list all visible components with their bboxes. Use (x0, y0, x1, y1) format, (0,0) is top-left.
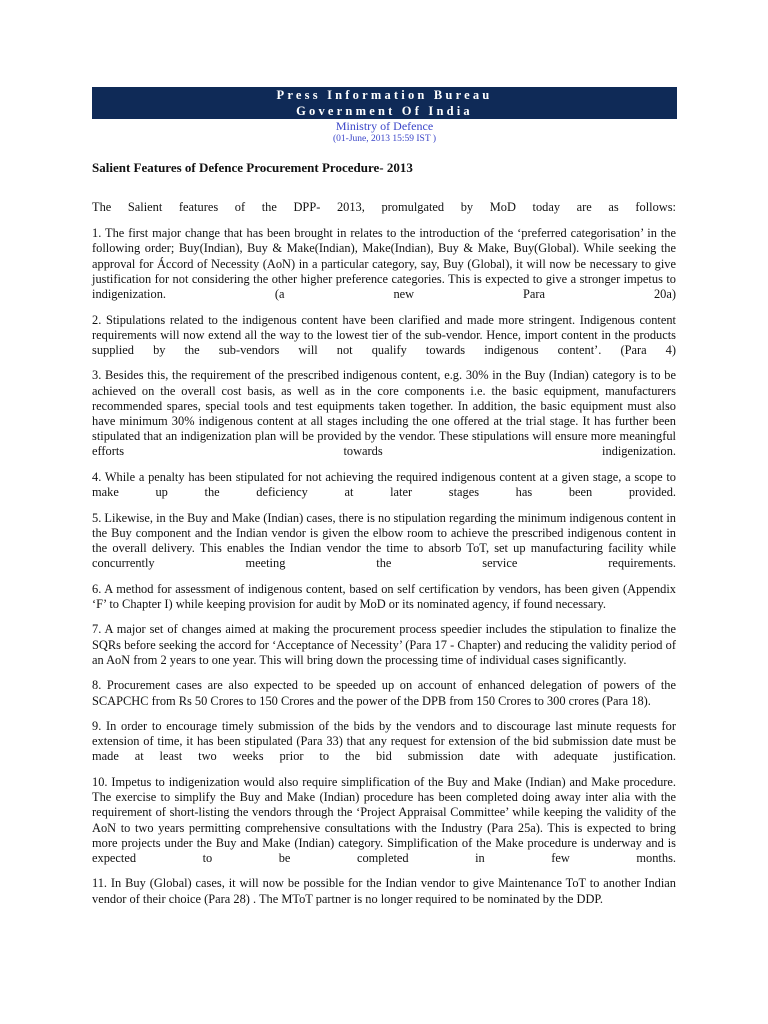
intro-paragraph: The Salient features of the DPP- 2013, promulgated by MoD today are as follows: (92, 200, 676, 214)
paragraph-10: 10. Impetus to indigenization would also require simplification of the Buy and Make (Indian) and Make procedure. The exercise to simplify the Buy and Make (Indian) procedure has been completed doing away inter alia with the requirement of short-listing the vendors through the ‘Project Appraisal Committee’ while keeping the validity of the AoN to two years permitting comprehensive consultations with the Industry (Para 25a). This is expected to bring more projects under the Buy and Make (Indian) category. Simplification of the Make procedure is underway and is expected to be completed in few months. (92, 774, 676, 865)
paragraph-9: 9. In order to encourage timely submission of the bids by the vendors and to discourage last minute requests for extension of time, it has been stipulated (Para 33) that any request for extension of the bid submission date must be made at least two weeks prior to the bid submission date with adequate justification. (92, 719, 676, 764)
ministry-name: Ministry of Defence (335, 119, 434, 133)
paragraph-7: 7. A major set of changes aimed at making the procurement process speedier includes the stipulation to finalize the SQRs before seeking the accord for ‘Acceptance of Necessity’ (Para 17 - Chapter) and reducing the validity period of an AoN from 2 years to one year. This will bring down the processing time of individual cases significantly. (92, 622, 676, 667)
document-body (92, 200, 676, 917)
paragraph-1: 1. The first major change that has been brought in relates to the introduction of the ‘preferred categorisation’ in the following order; Buy(Indian), Buy & Make(Indian), Make(Indian), Buy & Make, Buy(Global). While seeking the approval for Áccord of Necessity (AoN) in a particular category, say, Buy (Global), it will now be necessary to give justification for not considering the other higher preference categories. This is expected to give a stronger impetus to indigenization. (a new Para 20a) (92, 226, 676, 302)
press-bureau-banner (92, 87, 677, 119)
paragraph-3: 3. Besides this, the requirement of the prescribed indigenous content, e.g. 30% in the Buy (Indian) category is to be achieved on the overall cost basis, as well as in the core components i.e. the basic equipment, manufacturers recommended spares, special tools and test equipments taken together. In addition, the basic equipment must also have minimum 30% indigenous content at all stages including the one offered at the trial stage. It has further been stipulated that an indigenization plan will be provided by the vendor. These stipulations will ensure more meaningful efforts towards indigenization. (92, 368, 676, 459)
paragraph-4: 4. While a penalty has been stipulated for not achieving the required indigenous content at a given stage, a scope to make up the deficiency at later stages has been provided. (92, 469, 676, 500)
document-title: Salient Features of Defence Procurement Procedure- 2013 (92, 160, 413, 175)
paragraph-5: 5. Likewise, in the Buy and Make (Indian) cases, there is no stipulation regarding the minimum indigenous content in the Buy component and the Indian vendor is given the elbow room to achieve the prescribed indigenous content in the overall delivery. This enables the Indian vendor the time to absorb ToT, set up manufacturing facility while concurrently meeting the service requirements. (92, 510, 676, 571)
paragraph-6: 6. A method for assessment of indigenous content, based on self certification by vendors, has been given (Appendix ‘F’ to Chapter I) while keeping provision for audit by MoD or its nominated agency, if found necessary. (92, 581, 676, 611)
government-name: Government Of India (296, 104, 473, 118)
release-date: (01-June, 2013 15:59 IST ) (333, 134, 436, 144)
paragraph-2: 2. Stipulations related to the indigenous content have been clarified and made more stringent. Indigenous content requirements will now extend all the way to the lowest tier of the sub-vendor. Hence, import content in the products supplied by the sub-vendors will not qualify towards indigenous content’. (Para 4) (92, 312, 676, 357)
bureau-name: Press Information Bureau (276, 88, 493, 102)
paragraph-8: 8. Procurement cases are also expected to be speeded up on account of enhanced delegation of powers of the SCAPCHC from Rs 50 Crores to 150 Crores and the power of the DPB from 150 Crores to 300 crores (Para 18). (92, 678, 676, 708)
paragraph-11: 11. In Buy (Global) cases, it will now be possible for the Indian vendor to give Maintenance ToT to another Indian vendor of their choice (Para 28) . The MToT partner is no longer required to be nominated by the DDP. (92, 876, 676, 906)
